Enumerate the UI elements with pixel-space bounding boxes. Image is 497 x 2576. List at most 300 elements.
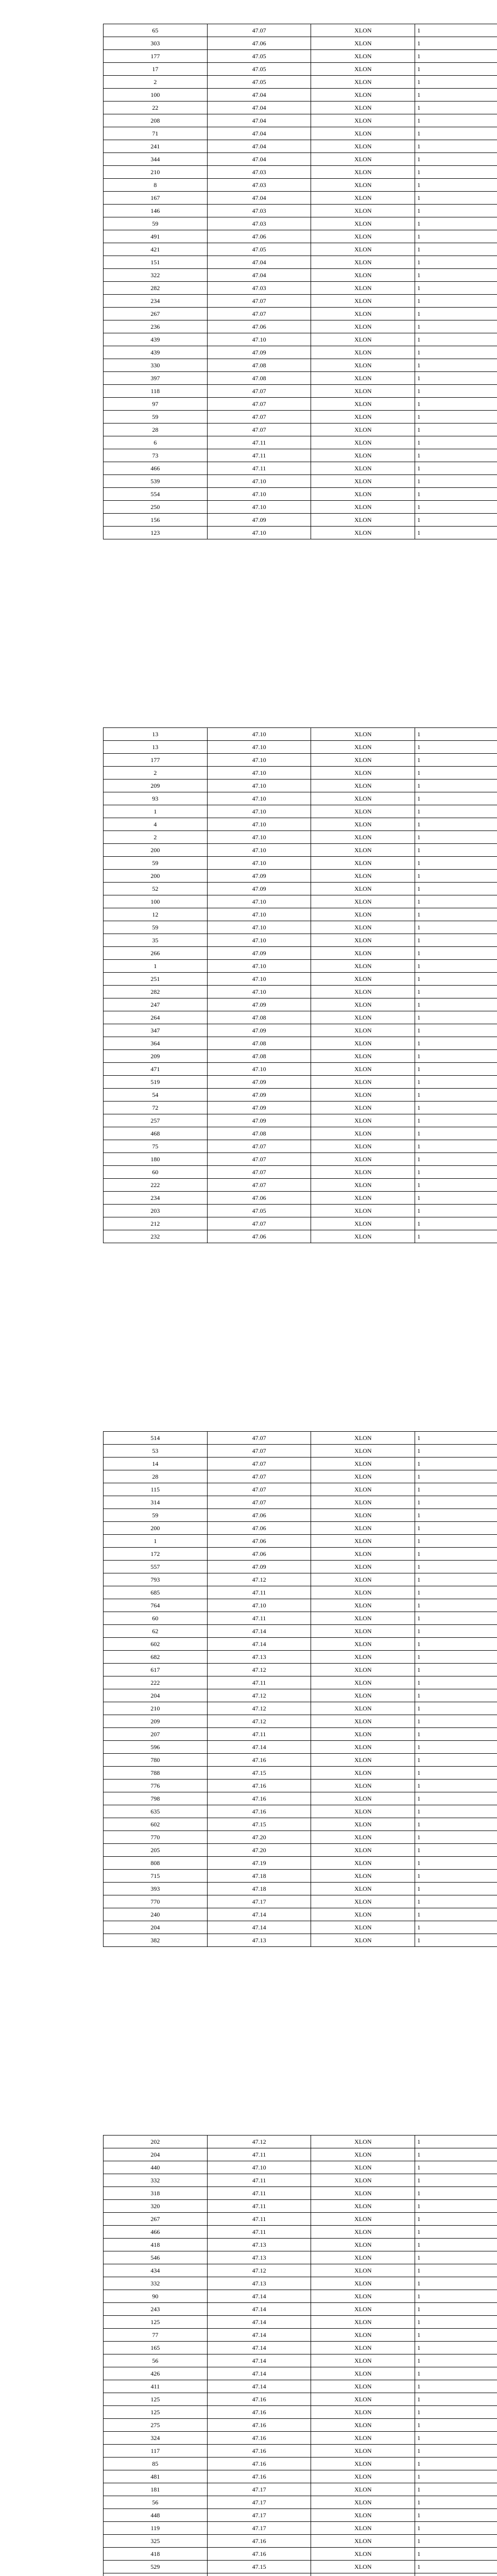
venue-cell: XLON	[311, 1114, 415, 1127]
volume-cell: 181	[104, 2483, 208, 2496]
volume-cell: 330	[104, 359, 208, 372]
volume-cell: 71	[104, 127, 208, 140]
price-cell: 47.05	[207, 1205, 311, 1217]
volume-cell: 125	[104, 2406, 208, 2419]
time-cell: 1	[415, 140, 497, 153]
time-cell: 1	[415, 1535, 497, 1548]
table-row	[104, 76, 497, 89]
table-row	[104, 1561, 497, 1573]
time-cell: 1	[415, 2342, 497, 2354]
price-cell: 47.13	[207, 1934, 311, 1947]
venue-cell	[311, 2573, 415, 2576]
volume-cell: 100	[104, 89, 208, 101]
table-row	[104, 2316, 497, 2329]
venue-cell: XLON	[311, 1638, 415, 1651]
price-cell: 47.09	[207, 1076, 311, 1089]
venue-cell: XLON	[311, 1063, 415, 1076]
price-cell: 47.09	[207, 1024, 311, 1037]
time-cell: 1	[415, 114, 497, 127]
table-row	[104, 243, 497, 256]
time-cell: 1	[415, 2148, 497, 2161]
volume-cell: 466	[104, 462, 208, 475]
venue-cell: XLON	[311, 960, 415, 973]
time-cell: 1	[415, 1715, 497, 1728]
price-cell: 47.10	[207, 973, 311, 986]
price-cell: 47.07	[207, 1483, 311, 1496]
price-cell: 47.16	[207, 2535, 311, 2548]
venue-cell: XLON	[311, 1205, 415, 1217]
table-row	[104, 1179, 497, 1192]
volume-cell: 12	[104, 908, 208, 921]
venue-cell: XLON	[311, 1522, 415, 1535]
time-cell: 1	[415, 2522, 497, 2535]
table-row	[104, 37, 497, 50]
price-cell: 47.10	[207, 728, 311, 741]
volume-cell: 204	[104, 1689, 208, 1702]
time-cell: 1	[415, 1921, 497, 1934]
table-row	[104, 320, 497, 333]
volume-cell: 267	[104, 2213, 208, 2226]
volume-cell: 222	[104, 1179, 208, 1192]
venue-cell: XLON	[311, 1153, 415, 1166]
time-cell: 1	[415, 1179, 497, 1192]
price-cell: 47.06	[207, 37, 311, 50]
table-row	[104, 779, 497, 792]
time-cell: 1	[415, 741, 497, 754]
time-cell: 1	[415, 37, 497, 50]
venue-cell: XLON	[311, 205, 415, 217]
table-row	[104, 1625, 497, 1638]
price-cell: 47.13	[207, 2277, 311, 2290]
venue-cell: XLON	[311, 2561, 415, 2573]
time-cell: 1	[415, 767, 497, 779]
price-cell: 47.09	[207, 1114, 311, 1127]
table-row	[104, 2251, 497, 2264]
volume-cell: 209	[104, 1050, 208, 1063]
time-cell: 1	[415, 1217, 497, 1230]
table-row	[104, 1612, 497, 1625]
time-cell: 1	[415, 2419, 497, 2432]
time-cell: 1	[415, 895, 497, 908]
venue-cell: XLON	[311, 1702, 415, 1715]
venue-cell: XLON	[311, 179, 415, 192]
volume-cell: 208	[104, 114, 208, 127]
table-row	[104, 2200, 497, 2213]
time-cell: 1	[415, 127, 497, 140]
price-cell: 47.07	[207, 1445, 311, 1458]
volume-cell: 13	[104, 741, 208, 754]
price-cell: 47.04	[207, 127, 311, 140]
volume-cell: 320	[104, 2200, 208, 2213]
table-row	[104, 2445, 497, 2458]
table-row	[104, 1715, 497, 1728]
volume-cell: 117	[104, 2445, 208, 2458]
venue-cell: XLON	[311, 1767, 415, 1780]
volume-cell: 546	[104, 2251, 208, 2264]
venue-cell: XLON	[311, 423, 415, 436]
time-cell: 1	[415, 1011, 497, 1024]
volume-cell: 73	[104, 449, 208, 462]
time-cell: 1	[415, 2174, 497, 2187]
volume-cell: 204	[104, 1921, 208, 1934]
venue-cell: XLON	[311, 818, 415, 831]
volume-cell: 14	[104, 1458, 208, 1470]
time-cell: 1	[415, 1114, 497, 1127]
price-cell: 47.16	[207, 2548, 311, 2561]
table-row	[104, 1483, 497, 1496]
volume-cell: 222	[104, 1676, 208, 1689]
venue-cell: XLON	[311, 527, 415, 539]
venue-cell: XLON	[311, 1561, 415, 1573]
venue-cell: XLON	[311, 1883, 415, 1895]
venue-cell: XLON	[311, 1934, 415, 1947]
volume-cell: 808	[104, 1857, 208, 1870]
table-row	[104, 333, 497, 346]
time-cell: 1	[415, 2406, 497, 2419]
price-cell: 47.08	[207, 372, 311, 385]
time-cell: 1	[415, 1792, 497, 1805]
volume-cell: 59	[104, 921, 208, 934]
venue-cell: XLON	[311, 1496, 415, 1509]
table-row	[104, 1548, 497, 1561]
table-row	[104, 1599, 497, 1612]
time-cell: 1	[415, 2239, 497, 2251]
price-cell: 47.04	[207, 256, 311, 269]
table-row	[104, 346, 497, 359]
volume-cell: 382	[104, 1934, 208, 1947]
time-cell: 1	[415, 1192, 497, 1205]
volume-cell: 250	[104, 501, 208, 514]
volume-cell: 257	[104, 1114, 208, 1127]
venue-cell: XLON	[311, 1831, 415, 1844]
time-cell: 1	[415, 2483, 497, 2496]
time-cell: 1	[415, 205, 497, 217]
table-row	[104, 2342, 497, 2354]
table-row	[104, 1754, 497, 1767]
table-row	[104, 114, 497, 127]
venue-cell: XLON	[311, 2277, 415, 2290]
table-row	[104, 1445, 497, 1458]
price-cell: 47.07	[207, 1153, 311, 1166]
venue-cell: XLON	[311, 2509, 415, 2522]
time-cell: 1	[415, 1522, 497, 1535]
time-cell: 1	[415, 1127, 497, 1140]
price-cell: 47.09	[207, 870, 311, 883]
price-cell: 47.10	[207, 754, 311, 767]
time-cell: 1	[415, 1509, 497, 1522]
price-cell: 47.10	[207, 2161, 311, 2174]
venue-cell: XLON	[311, 1509, 415, 1522]
time-cell: 1	[415, 908, 497, 921]
volume-cell: 59	[104, 217, 208, 230]
volume-cell: 97	[104, 398, 208, 411]
time-cell: 1	[415, 2432, 497, 2445]
table-row	[104, 2136, 497, 2148]
price-cell: 47.13	[207, 2239, 311, 2251]
venue-cell: XLON	[311, 779, 415, 792]
volume-cell: 56	[104, 2354, 208, 2367]
volume-cell	[104, 2573, 208, 2576]
venue-cell: XLON	[311, 741, 415, 754]
table-row	[104, 1818, 497, 1831]
price-cell: 47.17	[207, 2509, 311, 2522]
volume-cell: 6	[104, 436, 208, 449]
table-row	[104, 2226, 497, 2239]
volume-cell: 303	[104, 37, 208, 50]
volume-cell: 529	[104, 2561, 208, 2573]
volume-cell: 448	[104, 2509, 208, 2522]
table-row	[104, 501, 497, 514]
volume-cell: 682	[104, 1651, 208, 1664]
price-cell: 47.17	[207, 2496, 311, 2509]
venue-cell: XLON	[311, 1573, 415, 1586]
price-cell: 47.07	[207, 24, 311, 37]
trades-table-3	[103, 1431, 497, 1947]
venue-cell: XLON	[311, 462, 415, 475]
table-row	[104, 1127, 497, 1140]
venue-cell: XLON	[311, 1037, 415, 1050]
time-cell: 1	[415, 1205, 497, 1217]
time-cell: 1	[415, 1153, 497, 1166]
table-row	[104, 2522, 497, 2535]
table-row	[104, 754, 497, 767]
venue-cell: XLON	[311, 514, 415, 527]
venue-cell: XLON	[311, 127, 415, 140]
time-cell: 1	[415, 514, 497, 527]
time-cell: 1	[415, 1689, 497, 1702]
venue-cell: XLON	[311, 153, 415, 166]
venue-cell: XLON	[311, 2470, 415, 2483]
time-cell: 1	[415, 1470, 497, 1483]
price-cell: 47.06	[207, 320, 311, 333]
venue-cell: XLON	[311, 1179, 415, 1192]
table-row	[104, 514, 497, 527]
venue-cell: XLON	[311, 767, 415, 779]
price-cell: 47.04	[207, 101, 311, 114]
price-cell: 47.06	[207, 1522, 311, 1535]
venue-cell: XLON	[311, 475, 415, 488]
venue-cell: XLON	[311, 2303, 415, 2316]
price-cell: 47.07	[207, 398, 311, 411]
price-cell: 47.20	[207, 1844, 311, 1857]
venue-cell: XLON	[311, 50, 415, 63]
venue-cell: XLON	[311, 436, 415, 449]
time-cell: 1	[415, 921, 497, 934]
venue-cell: XLON	[311, 2522, 415, 2535]
table-row	[104, 423, 497, 436]
venue-cell: XLON	[311, 2535, 415, 2548]
price-cell: 47.07	[207, 1458, 311, 1470]
venue-cell: XLON	[311, 333, 415, 346]
time-cell: 1	[415, 1676, 497, 1689]
volume-cell: 602	[104, 1818, 208, 1831]
time-cell: 1	[415, 1573, 497, 1586]
volume-cell: 8	[104, 179, 208, 192]
time-cell: 1	[415, 1857, 497, 1870]
volume-cell: 204	[104, 2148, 208, 2161]
time-cell: 1	[415, 973, 497, 986]
price-cell: 47.10	[207, 831, 311, 844]
volume-cell: 165	[104, 2342, 208, 2354]
volume-cell: 468	[104, 1127, 208, 1140]
price-cell: 47.12	[207, 2136, 311, 2148]
time-cell: 1	[415, 792, 497, 805]
table-row	[104, 934, 497, 947]
table-row	[104, 385, 497, 398]
table-row	[104, 1895, 497, 1908]
time-cell: 1	[415, 269, 497, 282]
venue-cell: XLON	[311, 1076, 415, 1089]
volume-cell: 393	[104, 1883, 208, 1895]
time-cell: 1	[415, 501, 497, 514]
venue-cell: XLON	[311, 883, 415, 895]
time-cell: 1	[415, 1728, 497, 1741]
venue-cell: XLON	[311, 1217, 415, 1230]
venue-cell: XLON	[311, 1166, 415, 1179]
time-cell: 1	[415, 230, 497, 243]
table-row	[104, 2406, 497, 2419]
time-cell: 1	[415, 1702, 497, 1715]
volume-cell: 56	[104, 2496, 208, 2509]
price-cell: 47.09	[207, 883, 311, 895]
time-cell: 1	[415, 89, 497, 101]
table-row	[104, 1792, 497, 1805]
table-row	[104, 205, 497, 217]
time-cell: 1	[415, 2380, 497, 2393]
venue-cell: XLON	[311, 2290, 415, 2303]
price-cell: 47.10	[207, 934, 311, 947]
volume-cell: 115	[104, 1483, 208, 1496]
venue-cell: XLON	[311, 1805, 415, 1818]
price-cell: 47.10	[207, 1599, 311, 1612]
volume-cell: 243	[104, 2303, 208, 2316]
venue-cell: XLON	[311, 1586, 415, 1599]
venue-cell: XLON	[311, 1625, 415, 1638]
venue-cell: XLON	[311, 2419, 415, 2432]
venue-cell: XLON	[311, 385, 415, 398]
table-row	[104, 2509, 497, 2522]
price-cell: 47.14	[207, 2354, 311, 2367]
table-row	[104, 1217, 497, 1230]
price-cell: 47.12	[207, 1664, 311, 1676]
volume-cell: 539	[104, 475, 208, 488]
venue-cell: XLON	[311, 308, 415, 320]
table-row	[104, 2496, 497, 2509]
volume-cell: 439	[104, 333, 208, 346]
volume-cell: 314	[104, 1496, 208, 1509]
price-cell: 47.11	[207, 462, 311, 475]
price-cell: 47.08	[207, 1127, 311, 1140]
price-cell: 47.11	[207, 2200, 311, 2213]
table-row	[104, 986, 497, 998]
volume-cell: 59	[104, 411, 208, 423]
time-cell: 1	[415, 870, 497, 883]
time-cell: 1	[415, 1831, 497, 1844]
table-row	[104, 2277, 497, 2290]
volume-cell: 53	[104, 1445, 208, 1458]
table-row	[104, 2329, 497, 2342]
table-row	[104, 1702, 497, 1715]
venue-cell: XLON	[311, 1011, 415, 1024]
time-cell: 1	[415, 1638, 497, 1651]
venue-cell: XLON	[311, 243, 415, 256]
venue-cell: XLON	[311, 1818, 415, 1831]
time-cell: 1	[415, 2200, 497, 2213]
table-row	[104, 256, 497, 269]
table-row	[104, 2458, 497, 2470]
price-cell: 47.14	[207, 2290, 311, 2303]
price-cell: 47.16	[207, 2458, 311, 2470]
volume-cell: 793	[104, 1573, 208, 1586]
table-row	[104, 767, 497, 779]
venue-cell: XLON	[311, 2200, 415, 2213]
table-row	[104, 2535, 497, 2548]
price-cell: 47.07	[207, 1179, 311, 1192]
table-row	[104, 295, 497, 308]
venue-cell: XLON	[311, 934, 415, 947]
table-row	[104, 153, 497, 166]
time-cell: 1	[415, 986, 497, 998]
volume-cell: 247	[104, 998, 208, 1011]
time-cell: 1	[415, 857, 497, 870]
price-cell: 47.12	[207, 1702, 311, 1715]
table-row	[104, 1140, 497, 1153]
time-cell: 1	[415, 2561, 497, 2573]
venue-cell: XLON	[311, 2548, 415, 2561]
price-cell: 47.07	[207, 1217, 311, 1230]
venue-cell: XLON	[311, 844, 415, 857]
venue-cell: XLON	[311, 1780, 415, 1792]
price-cell: 47.07	[207, 1140, 311, 1153]
volume-cell: 635	[104, 1805, 208, 1818]
table-row	[104, 805, 497, 818]
time-cell: 1	[415, 1664, 497, 1676]
price-cell: 47.10	[207, 767, 311, 779]
table-row	[104, 1689, 497, 1702]
table-row	[104, 2393, 497, 2406]
price-cell: 47.14	[207, 2329, 311, 2342]
price-cell: 47.09	[207, 947, 311, 960]
price-cell: 47.10	[207, 333, 311, 346]
price-cell: 47.06	[207, 1509, 311, 1522]
volume-cell: 685	[104, 1586, 208, 1599]
time-cell: 1	[415, 166, 497, 179]
price-cell: 47.03	[207, 217, 311, 230]
price-cell: 47.07	[207, 1496, 311, 1509]
price-cell: 47.04	[207, 114, 311, 127]
table-row	[104, 1024, 497, 1037]
price-cell: 47.17	[207, 2522, 311, 2535]
time-cell: 1	[415, 1754, 497, 1767]
time-cell: 1	[415, 1458, 497, 1470]
time-cell: 1	[415, 2470, 497, 2483]
table-row	[104, 1496, 497, 1509]
venue-cell: XLON	[311, 192, 415, 205]
venue-cell: XLON	[311, 2251, 415, 2264]
venue-cell: XLON	[311, 295, 415, 308]
venue-cell: XLON	[311, 2380, 415, 2393]
table-row	[104, 1638, 497, 1651]
volume-cell: 209	[104, 779, 208, 792]
venue-cell: XLON	[311, 449, 415, 462]
table-row	[104, 2148, 497, 2161]
table-row	[104, 1076, 497, 1089]
table-row	[104, 1230, 497, 1243]
volume-cell: 93	[104, 792, 208, 805]
venue-cell: XLON	[311, 256, 415, 269]
table-row	[104, 1857, 497, 1870]
time-cell: 1	[415, 1818, 497, 1831]
